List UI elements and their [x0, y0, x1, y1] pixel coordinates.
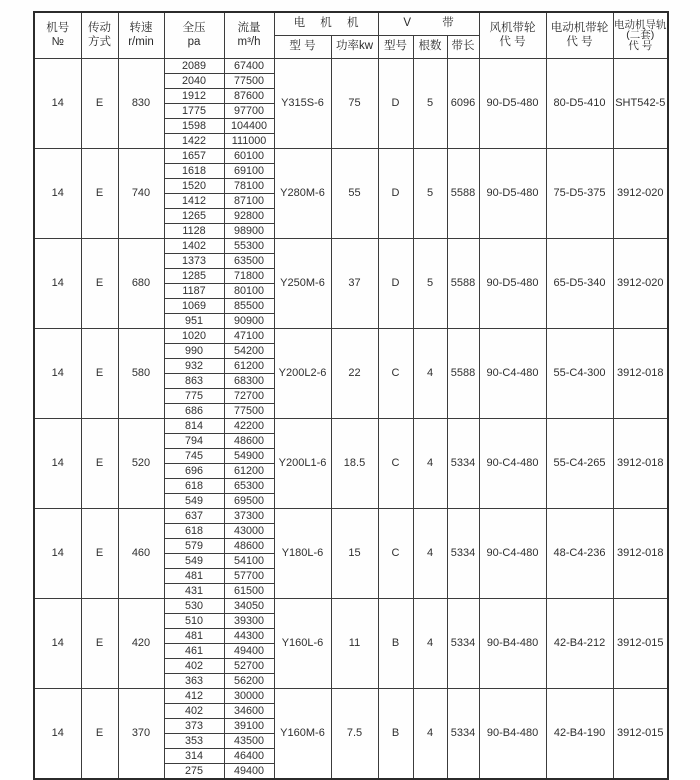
cell-pressure: 990: [164, 344, 224, 359]
cell-pressure: 1520: [164, 179, 224, 194]
cell-flow: 44300: [224, 629, 274, 644]
cell-motor-pulley: 55-C4-300: [546, 329, 613, 419]
cell-machine-no: 14: [34, 419, 81, 509]
cell-flow: 104400: [224, 119, 274, 134]
cell-belt-count: 4: [413, 329, 447, 419]
cell-flow: 34600: [224, 704, 274, 719]
cell-belt-count: 4: [413, 419, 447, 509]
cell-speed: 460: [118, 509, 164, 599]
table-row: [34, 419, 668, 434]
cell-speed: 740: [118, 149, 164, 239]
cell-motor-power: 22: [331, 329, 378, 419]
cell-belt-type: D: [378, 149, 413, 239]
cell-pressure: 412: [164, 689, 224, 704]
cell-belt-length: 5588: [447, 329, 479, 419]
cell-pressure: 481: [164, 629, 224, 644]
cell-drive-mode: E: [81, 239, 118, 329]
cell-motor-model: Y160L-6: [274, 599, 331, 689]
cell-belt-type: C: [378, 329, 413, 419]
cell-motor-power: 11: [331, 599, 378, 689]
cell-motor-power: 18.5: [331, 419, 378, 509]
fan-spec-table: [33, 11, 669, 780]
cell-machine-no: 14: [34, 239, 81, 329]
cell-belt-count: 5: [413, 239, 447, 329]
cell-flow: 46400: [224, 749, 274, 764]
table-row: [34, 509, 668, 524]
cell-motor-rail: 3912-018: [613, 509, 668, 599]
cell-fan-pulley: 90-C4-480: [479, 329, 546, 419]
cell-flow: 61200: [224, 464, 274, 479]
header-fan-pulley: 风机带轮 代 号: [479, 12, 546, 59]
cell-motor-model: Y200L2-6: [274, 329, 331, 419]
cell-drive-mode: E: [81, 149, 118, 239]
header-belt-count: 根数: [413, 36, 447, 59]
cell-motor-rail: 3912-015: [613, 599, 668, 689]
cell-pressure: 353: [164, 734, 224, 749]
cell-flow: 47100: [224, 329, 274, 344]
cell-flow: 61500: [224, 584, 274, 599]
cell-motor-pulley: 55-C4-265: [546, 419, 613, 509]
table-row: [34, 59, 668, 74]
cell-belt-count: 5: [413, 149, 447, 239]
cell-motor-model: Y315S-6: [274, 59, 331, 149]
cell-flow: 49400: [224, 764, 274, 780]
cell-belt-length: 5334: [447, 689, 479, 780]
cell-belt-count: 4: [413, 689, 447, 780]
cell-belt-count: 4: [413, 509, 447, 599]
cell-flow: 39300: [224, 614, 274, 629]
cell-belt-length: 5588: [447, 149, 479, 239]
cell-pressure: 794: [164, 434, 224, 449]
cell-belt-length: 6096: [447, 59, 479, 149]
cell-motor-power: 7.5: [331, 689, 378, 780]
cell-belt-type: B: [378, 599, 413, 689]
cell-flow: 78100: [224, 179, 274, 194]
cell-flow: 48600: [224, 539, 274, 554]
table-row: [34, 329, 668, 344]
cell-belt-count: 5: [413, 59, 447, 149]
cell-pressure: 1265: [164, 209, 224, 224]
cell-flow: 69500: [224, 494, 274, 509]
cell-flow: 52700: [224, 659, 274, 674]
cell-flow: 49400: [224, 644, 274, 659]
cell-pressure: 314: [164, 749, 224, 764]
cell-motor-model: Y280M-6: [274, 149, 331, 239]
cell-motor-model: Y200L1-6: [274, 419, 331, 509]
cell-pressure: 686: [164, 404, 224, 419]
cell-pressure: 1657: [164, 149, 224, 164]
cell-pressure: 461: [164, 644, 224, 659]
cell-belt-type: D: [378, 239, 413, 329]
cell-flow: 34050: [224, 599, 274, 614]
cell-machine-no: 14: [34, 599, 81, 689]
header-speed: 转速 r/min: [118, 12, 164, 59]
cell-pressure: 402: [164, 704, 224, 719]
cell-motor-model: Y180L-6: [274, 509, 331, 599]
cell-pressure: 530: [164, 599, 224, 614]
cell-flow: 55300: [224, 239, 274, 254]
cell-motor-rail: 3912-018: [613, 329, 668, 419]
cell-flow: 97700: [224, 104, 274, 119]
cell-motor-rail: 3912-020: [613, 149, 668, 239]
cell-drive-mode: E: [81, 599, 118, 689]
cell-flow: 98900: [224, 224, 274, 239]
cell-flow: 71800: [224, 269, 274, 284]
cell-pressure: 481: [164, 569, 224, 584]
cell-flow: 87100: [224, 194, 274, 209]
cell-belt-type: C: [378, 509, 413, 599]
cell-pressure: 402: [164, 659, 224, 674]
cell-pressure: 775: [164, 389, 224, 404]
cell-pressure: 2040: [164, 74, 224, 89]
cell-fan-pulley: 90-D5-480: [479, 59, 546, 149]
cell-flow: 69100: [224, 164, 274, 179]
cell-pressure: 2089: [164, 59, 224, 74]
cell-motor-pulley: 42-B4-190: [546, 689, 613, 780]
cell-fan-pulley: 90-B4-480: [479, 599, 546, 689]
cell-flow: 77500: [224, 404, 274, 419]
cell-flow: 80100: [224, 284, 274, 299]
cell-flow: 57700: [224, 569, 274, 584]
header-motor-rail: 电动机导轨 (二套) 代 号: [613, 12, 668, 59]
cell-pressure: 510: [164, 614, 224, 629]
cell-pressure: 1598: [164, 119, 224, 134]
cell-pressure: 618: [164, 479, 224, 494]
cell-belt-length: 5588: [447, 239, 479, 329]
cell-pressure: 1069: [164, 299, 224, 314]
cell-flow: 60100: [224, 149, 274, 164]
cell-motor-pulley: 48-C4-236: [546, 509, 613, 599]
header-motor-power: 功率kw: [331, 36, 378, 59]
cell-flow: 90900: [224, 314, 274, 329]
cell-drive-mode: E: [81, 59, 118, 149]
cell-machine-no: 14: [34, 59, 81, 149]
cell-motor-model: Y250M-6: [274, 239, 331, 329]
cell-motor-rail: 3912-020: [613, 239, 668, 329]
cell-speed: 520: [118, 419, 164, 509]
cell-flow: 43000: [224, 524, 274, 539]
cell-drive-mode: E: [81, 419, 118, 509]
cell-pressure: 1373: [164, 254, 224, 269]
cell-motor-power: 75: [331, 59, 378, 149]
cell-flow: 61200: [224, 359, 274, 374]
header-belt-length: 带长: [447, 36, 479, 59]
cell-pressure: 1402: [164, 239, 224, 254]
header-total-pressure: 全压 pa: [164, 12, 224, 59]
cell-flow: 63500: [224, 254, 274, 269]
cell-motor-power: 37: [331, 239, 378, 329]
table-row: [34, 599, 668, 614]
cell-pressure: 1422: [164, 134, 224, 149]
cell-flow: 48600: [224, 434, 274, 449]
header-drive-mode: 传动 方式: [81, 12, 118, 59]
cell-flow: 67400: [224, 59, 274, 74]
cell-pressure: 1187: [164, 284, 224, 299]
cell-fan-pulley: 90-C4-480: [479, 419, 546, 509]
cell-flow: 54200: [224, 344, 274, 359]
cell-speed: 370: [118, 689, 164, 780]
cell-flow: 39100: [224, 719, 274, 734]
cell-flow: 42200: [224, 419, 274, 434]
header-motor-model: 型 号: [274, 36, 331, 59]
cell-pressure: 579: [164, 539, 224, 554]
cell-pressure: 363: [164, 674, 224, 689]
cell-fan-pulley: 90-D5-480: [479, 239, 546, 329]
cell-belt-type: B: [378, 689, 413, 780]
cell-belt-length: 5334: [447, 599, 479, 689]
cell-belt-type: C: [378, 419, 413, 509]
cell-drive-mode: E: [81, 329, 118, 419]
header-flow-rate: 流量 m³/h: [224, 12, 274, 59]
table-header: [34, 12, 668, 59]
cell-pressure: 951: [164, 314, 224, 329]
table-row: [34, 149, 668, 164]
cell-pressure: 373: [164, 719, 224, 734]
cell-machine-no: 14: [34, 329, 81, 419]
cell-machine-no: 14: [34, 509, 81, 599]
cell-pressure: 549: [164, 554, 224, 569]
cell-drive-mode: E: [81, 509, 118, 599]
cell-belt-type: D: [378, 59, 413, 149]
cell-pressure: 1285: [164, 269, 224, 284]
cell-pressure: 814: [164, 419, 224, 434]
cell-machine-no: 14: [34, 689, 81, 780]
table-body: [34, 59, 668, 780]
cell-belt-count: 4: [413, 599, 447, 689]
header-motor-pulley: 电动机带轮 代 号: [546, 12, 613, 59]
cell-speed: 830: [118, 59, 164, 149]
table-row: [34, 239, 668, 254]
cell-flow: 111000: [224, 134, 274, 149]
cell-pressure: 1912: [164, 89, 224, 104]
cell-pressure: 1128: [164, 224, 224, 239]
cell-machine-no: 14: [34, 149, 81, 239]
table-row: [34, 689, 668, 704]
header-vbelt-group: V 带: [378, 12, 479, 36]
cell-motor-rail: 3912-015: [613, 689, 668, 780]
cell-pressure: 1775: [164, 104, 224, 119]
cell-speed: 680: [118, 239, 164, 329]
cell-flow: 54100: [224, 554, 274, 569]
cell-flow: 65300: [224, 479, 274, 494]
cell-pressure: 1618: [164, 164, 224, 179]
cell-pressure: 275: [164, 764, 224, 780]
cell-pressure: 549: [164, 494, 224, 509]
cell-motor-pulley: 75-D5-375: [546, 149, 613, 239]
cell-pressure: 932: [164, 359, 224, 374]
cell-motor-power: 55: [331, 149, 378, 239]
cell-motor-pulley: 42-B4-212: [546, 599, 613, 689]
cell-fan-pulley: 90-B4-480: [479, 689, 546, 780]
cell-belt-length: 5334: [447, 419, 479, 509]
cell-speed: 580: [118, 329, 164, 419]
cell-motor-rail: SHT542-5: [613, 59, 668, 149]
cell-speed: 420: [118, 599, 164, 689]
cell-motor-model: Y160M-6: [274, 689, 331, 780]
cell-motor-power: 15: [331, 509, 378, 599]
cell-flow: 85500: [224, 299, 274, 314]
cell-pressure: 745: [164, 449, 224, 464]
header-machine-no: 机号 №: [34, 12, 81, 59]
cell-pressure: 696: [164, 464, 224, 479]
cell-flow: 77500: [224, 74, 274, 89]
cell-pressure: 1412: [164, 194, 224, 209]
cell-pressure: 863: [164, 374, 224, 389]
cell-fan-pulley: 90-C4-480: [479, 509, 546, 599]
cell-motor-pulley: 80-D5-410: [546, 59, 613, 149]
cell-motor-rail: 3912-018: [613, 419, 668, 509]
header-belt-type: 型号: [378, 36, 413, 59]
cell-flow: 92800: [224, 209, 274, 224]
cell-pressure: 431: [164, 584, 224, 599]
cell-flow: 72700: [224, 389, 274, 404]
cell-drive-mode: E: [81, 689, 118, 780]
cell-pressure: 1020: [164, 329, 224, 344]
cell-flow: 54900: [224, 449, 274, 464]
cell-flow: 56200: [224, 674, 274, 689]
cell-motor-pulley: 65-D5-340: [546, 239, 613, 329]
cell-flow: 87600: [224, 89, 274, 104]
cell-belt-length: 5334: [447, 509, 479, 599]
cell-pressure: 637: [164, 509, 224, 524]
cell-flow: 37300: [224, 509, 274, 524]
header-motor-group: 电 机 机: [274, 12, 378, 36]
cell-fan-pulley: 90-D5-480: [479, 149, 546, 239]
cell-flow: 30000: [224, 689, 274, 704]
cell-flow: 68300: [224, 374, 274, 389]
cell-flow: 43500: [224, 734, 274, 749]
cell-pressure: 618: [164, 524, 224, 539]
